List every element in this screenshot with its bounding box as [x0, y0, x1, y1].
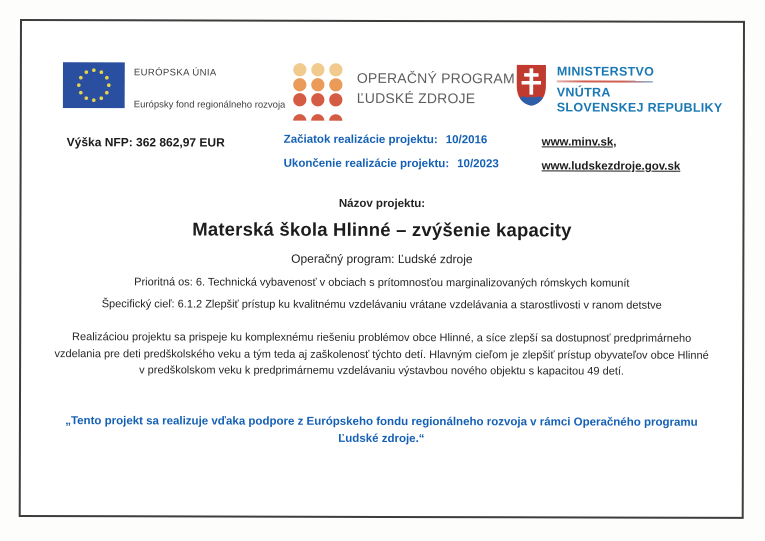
project-name-label: Názov projektu:: [338, 197, 426, 211]
op-people-icon: [293, 63, 343, 121]
eu-fund-label: Európsky fond regionálneho rozvoja: [133, 99, 286, 111]
ministry-republic: SLOVENSKEJ REPUBLIKY: [556, 100, 723, 115]
project-section: [21, 197, 742, 312]
nfp-amount: Výška NFP: 362 862,97 EUR: [66, 135, 225, 150]
project-title: Materská škola Hlinné – zvýšenie kapacity: [192, 218, 572, 241]
poster-frame: [19, 19, 745, 519]
slovak-coat-of-arms-icon: [514, 62, 549, 108]
support-quote: „Tento projekt sa realizuje vďaka podpore z Európskeho fondu regionálneho rozvoja v rámci Operačného programu Ľudské zdroje.“: [65, 415, 698, 446]
ministry-department: VNÚTRA: [556, 85, 611, 100]
start-date-label: Začiatok realizácie projektu:: [283, 133, 438, 147]
operational-program-line: Operačný program: Ľudské zdroje: [291, 251, 473, 267]
eu-logo-block: [63, 62, 286, 111]
ministry-underline-rule: [557, 80, 653, 82]
end-date-value: 10/2023: [457, 158, 499, 171]
op-program-label: OPERAČNÝ PROGRAM: [356, 69, 515, 87]
specific-goal-line: Špecifický cieľ: 6.1.2 Zlepšiť prístup ku kvalitnému vzdelávaniu vrátane vzdelávania a starostlivosti v ranom detstve: [101, 298, 662, 312]
project-start-date: [284, 134, 499, 159]
start-date-value: 10/2016: [445, 134, 488, 147]
end-date-label: Ukončenie realizácie projektu:: [283, 157, 450, 171]
priority-axis-line: Prioritná os: 6. Technická vybavenosť v obciach s prítomnosťou marginalizovaných rómskych komunít: [134, 276, 630, 290]
website-links: [542, 136, 681, 184]
eu-flag-icon: [63, 62, 125, 108]
project-description: Realizáciou projektu sa prispeje ku komplexnému riešeniu problémov obce Hlinné, a síce zlepší sa dostupnosť predprimárneho vzdelania pre deti predškolského veku a tým teda aj zaškolenosť týchto detí. Hlavným cieľom je zlepšiť prístup obyvateľov obce Hlinné v predškolskom veku k predprimárnemu vzdelávaniu výstavbou nového objektu s kapacitou 49 detí.: [54, 331, 709, 378]
project-dates: [284, 134, 499, 183]
ministry-logo-block: [514, 62, 723, 115]
op-program-name: ĽUDSKÉ ZDROJE: [356, 89, 476, 107]
link-ludskezdroje[interactable]: www.ludskezdroje.gov.sk: [541, 160, 681, 173]
project-end-date: [284, 158, 499, 183]
eu-union-label: EURÓPSKA ÚNIA: [133, 67, 217, 79]
link-minv[interactable]: www.minv.sk,: [541, 136, 617, 149]
op-logo-block: [293, 63, 515, 122]
ministry-name: MINISTERSTVO: [556, 64, 655, 79]
